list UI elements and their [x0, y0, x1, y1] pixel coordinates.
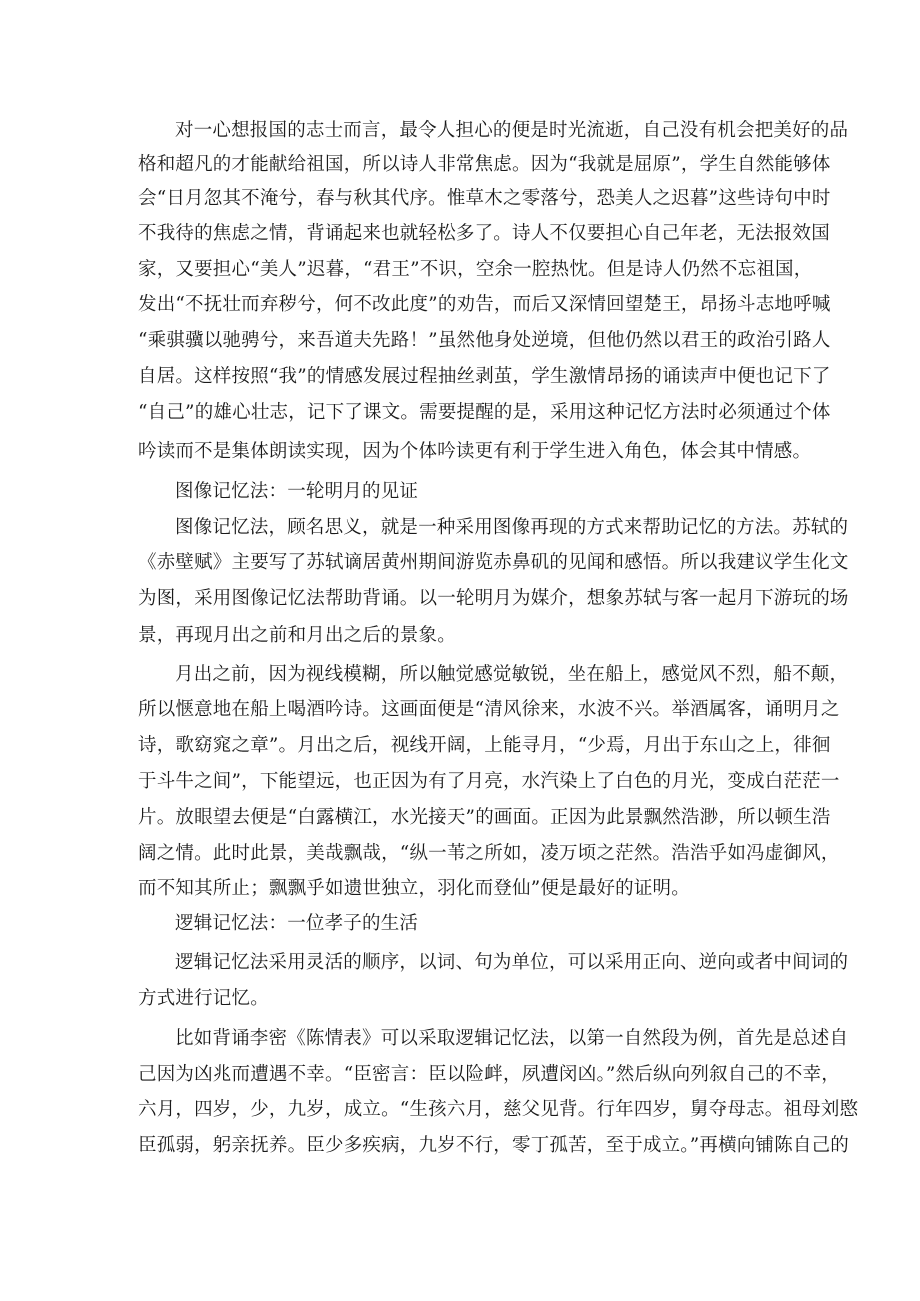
text-line: 比如背诵李密《陈情表》可以采取逻辑记忆法，以第一自然段为例，首先是总述自	[175, 1028, 849, 1049]
text-line: 诗，歌窈窕之章”。月出之后，视线开阔，上能寻月，“少焉，月出于东山之上，徘徊	[138, 735, 831, 756]
text-line: 方式进行记忆。	[138, 988, 269, 1009]
text-line: 发出“不抚壮而弃秽兮，何不改此度”的劝告，而后又深情回望楚王，昂扬斗志地呼喊	[138, 294, 831, 315]
text-line: 图像记忆法，顾名思义，就是一种采用图像再现的方式来帮助记忆的方法。苏轼的	[175, 517, 849, 538]
text-line: 月出之前，因为视线模糊，所以触觉感觉敏锐，坐在船上，感觉风不烈，船不颠，	[175, 664, 849, 685]
text-line: 片。放眼望去便是“白露横江，水光接天”的画面。正因为此景飘然浩渺，所以顿生浩	[138, 807, 831, 828]
text-line: 己因为凶兆而遭遇不幸。“臣密言：臣以险衅，夙遭闵凶。”然后纵向列叙自己的不幸，	[138, 1064, 840, 1085]
text-line: 不我待的焦虑之情，背诵起来也就轻松多了。诗人不仅要担心自己年老，无法报效国	[138, 223, 830, 244]
text-line: 于斗牛之间”，下能望远，也正因为有了月亮，水汽染上了白色的月光，变成白茫茫一	[138, 771, 840, 792]
section-heading: 逻辑记忆法：一位孝子的生活	[175, 913, 419, 934]
text-line: 阔之情。此时此景，美哉飘哉，“纵一苇之所如，凌万顷之茫然。浩浩乎如冯虚御风，	[138, 843, 840, 864]
text-line: 景，再现月出之前和月出之后的景象。	[138, 625, 456, 646]
text-line: 自居。这样按照“我”的情感发展过程抽丝剥茧，学生激情昂扬的诵读声中便也记下了	[138, 366, 831, 387]
text-line: “乘骐骥以驰骋兮，来吾道夫先路！”虽然他身处逆境，但他仍然以君王的政治引路人	[138, 330, 831, 351]
text-line: 对一心想报国的志士而言，最令人担心的便是时光流逝，自己没有机会把美好的品	[175, 120, 849, 141]
text-line: 而不知其所止；飘飘乎如遗世独立，羽化而登仙”便是最好的证明。	[138, 878, 690, 899]
text-line: 家，又要担心“美人”迟暮，“君王”不识，空余一腔热忱。但是诗人仍然不忘祖国，	[138, 259, 813, 280]
section-heading: 图像记忆法：一轮明月的见证	[175, 481, 419, 502]
text-line: 逻辑记忆法采用灵活的顺序，以词、句为单位，可以采用正向、逆向或者中间词的	[175, 952, 849, 973]
text-line: 所以惬意地在船上喝酒吟诗。这画面便是“清风徐来，水波不兴。举酒属客，诵明月之	[138, 699, 840, 720]
text-line: 六月，四岁，少，九岁，成立。“生孩六月，慈父见背。行年四岁，舅夺母志。祖母刘愍	[138, 1099, 859, 1120]
text-line: 吟读而不是集体朗读实现，因为个体吟读更有利于学生进入角色，体会其中情感。	[138, 441, 812, 462]
text-line: 《赤壁赋》主要写了苏轼谪居黄州期间游览赤鼻矶的见闻和感悟。所以我建议学生化文	[138, 552, 849, 573]
text-line: 会“日月忽其不淹兮，春与秋其代序。惟草木之零落兮，恐美人之迟暮”这些诗句中时	[138, 188, 831, 209]
text-line: 格和超凡的才能献给祖国，所以诗人非常焦虑。因为“我就是屈原”，学生自然能够体	[138, 154, 831, 175]
text-line: 臣孤弱，躬亲抚养。臣少多疾病，九岁不行，零丁孤苦，至于成立。”再横向铺陈自己的	[138, 1135, 850, 1156]
text-line: 为图，采用图像记忆法帮助背诵。以一轮明月为媒介，想象苏轼与客一起月下游玩的场	[138, 588, 849, 609]
text-line: “自己”的雄心壮志，记下了课文。需要提醒的是，采用这种记忆方法时必须通过个体	[138, 402, 831, 423]
